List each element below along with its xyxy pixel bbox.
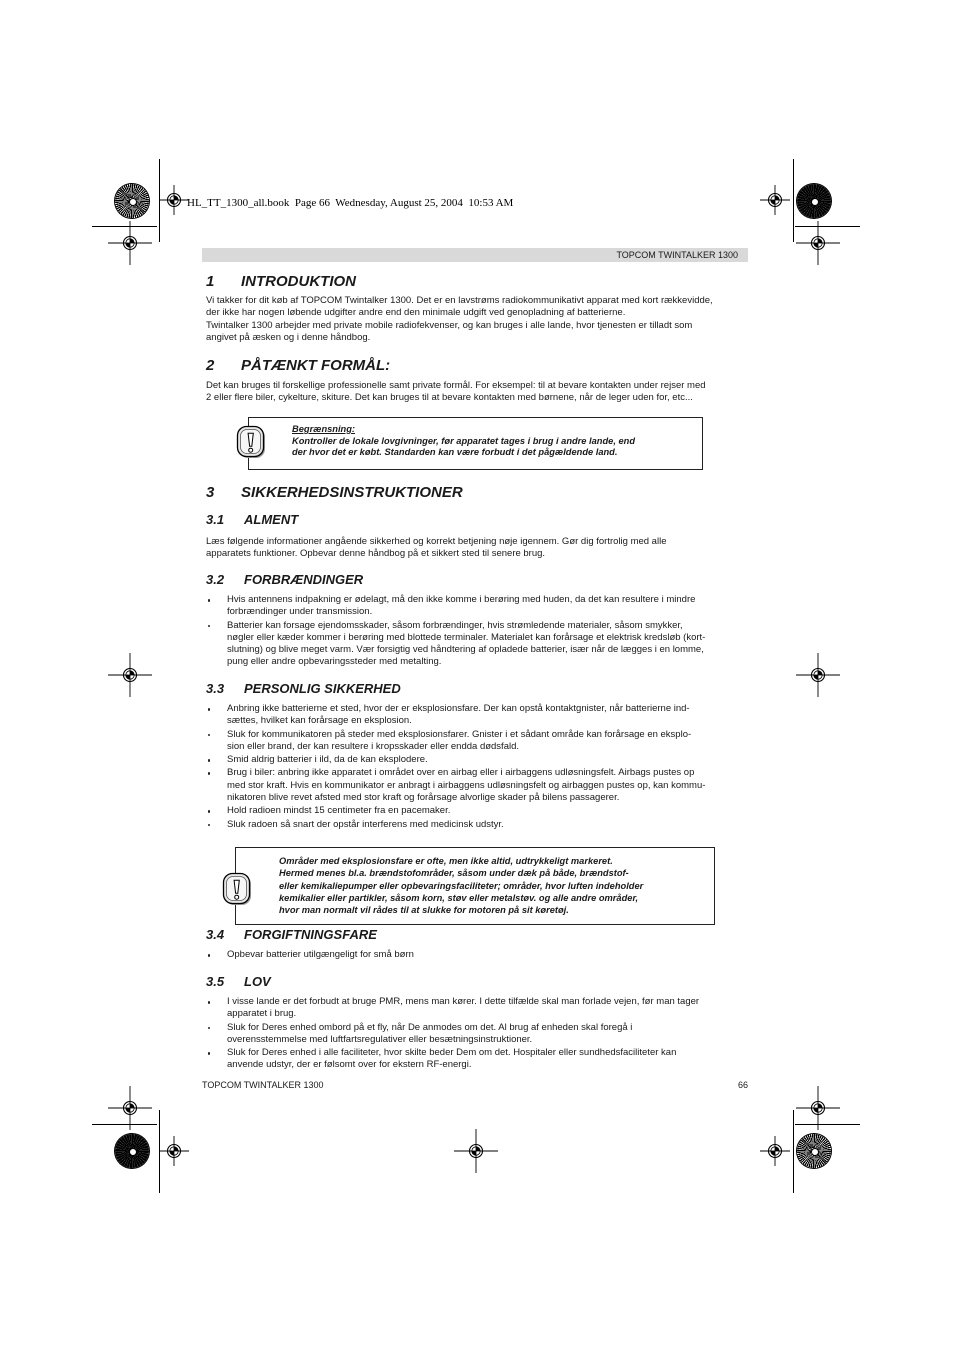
text-line: Hold radioen mindst 15 centimeter fra en pacemaker.: [227, 805, 451, 817]
registration-mark-icon: [796, 221, 840, 265]
warning-icon: [222, 872, 252, 906]
text-line: nikatoren blive revet afsted med stor kraft og forårsage alvorlige skader på bilens passagerer.: [227, 792, 620, 804]
crop-mark-line: [793, 159, 794, 242]
color-calibration-target-icon: [115, 184, 149, 218]
text-line: Smid aldrig batterier i ild, da de kan eksplodere.: [227, 754, 428, 766]
text-line: Hermed menes bl.a. brændstofområder, såsom under dæk på både, brændstof-: [279, 868, 629, 879]
registration-mark-icon: [796, 1086, 840, 1130]
text-line: der hvor det er købt. Standarden kan være forbudt i det pågældende land.: [292, 447, 618, 458]
text-line: hvor man normalt vil rådes til at slukke for motoren på sit køretøj.: [279, 905, 569, 915]
purpose-paragraph: [206, 380, 706, 405]
registration-mark-icon: [108, 653, 152, 697]
section-heading: [206, 484, 463, 502]
text-line: sion eller brand, der kan resultere i kropsskader eller endda dødsfald.: [227, 740, 520, 752]
text-line: der ikke har nogen løbende udgifter andre end den minimale udgift ved genopladning af batterierne.: [206, 307, 626, 319]
list-item: [206, 1022, 699, 1047]
text-line: med stor kraft. Hvis en kommunikator er anbragt i airbaggens udløsningsfelt og airbaggen pustes op, kan kommu-: [227, 779, 706, 791]
text-line: Twintalker 1300 arbejder med private mobile radiofekvenser, og kan bruges i alle lande, hvor tjenesten er tilladt som: [206, 319, 693, 331]
registration-mark-icon: [760, 185, 790, 215]
text-line: angivet på æsken og i denne håndbog.: [206, 331, 371, 343]
list-item: [206, 805, 705, 817]
poison-bullet-list: [206, 949, 414, 961]
section-title: PÅTÆNKT FORMÅL:: [241, 357, 391, 374]
subsection-heading: [206, 572, 363, 588]
registration-mark-icon: [796, 653, 840, 697]
text-line: Brug i biler: anbring ikke apparatet i området over en airbag eller i airbaggens udløsningsfelt. Airbags pustes op: [227, 767, 695, 779]
section-title: SIKKERHEDSINSTRUKTIONER: [241, 484, 463, 501]
text-line: anvende udstyr, der er følsomt over for ekstern RF-energi.: [227, 1059, 472, 1071]
personal-safety-bullet-list: [206, 703, 705, 831]
registration-mark-icon: [159, 1136, 189, 1166]
text-line: pung eller andre opbevaringssteder med metalting.: [227, 656, 442, 668]
list-item: [206, 594, 705, 619]
subsection-number: 3.2: [206, 572, 225, 587]
subsection-heading: [206, 681, 401, 697]
text-line: Områder med eksplosionsfare er ofte, men ikke altid, udtrykkeligt markeret.: [279, 856, 613, 866]
color-calibration-target-icon: [115, 1134, 149, 1168]
text-line: Sluk for kommunikatoren på steder med eksplosionsfarer. Gnister i et sådant område kan forårsage en eksplo-: [227, 728, 692, 740]
note-label: Begrænsning:: [292, 424, 356, 434]
explosion-note-box: [235, 847, 715, 925]
running-header: [202, 248, 748, 262]
registration-mark-icon: [108, 1086, 152, 1130]
note-text: [292, 424, 635, 459]
law-bullet-list: [206, 996, 699, 1072]
list-item: [206, 754, 705, 766]
list-item: [206, 729, 705, 754]
color-calibration-target-icon: [797, 184, 831, 218]
text-line: Læs følgende informationer angående sikkerhed og korrekt betjening nøje igennem. Gør dig fortrolig med alle: [206, 536, 667, 547]
text-line: nøgler eller kæder kommer i berøring med blottede terminaler. Materialet kan forårsage et elektrisk kredsløb (kort-: [227, 631, 706, 643]
registration-mark-icon: [159, 185, 189, 215]
text-line: Sluk for Deres enhed i alle faciliteter, hvor skilte beder Dem om det. Hospitaler eller sundhedsfaciliteter kan: [227, 1047, 677, 1059]
text-line: sættes, hvilket kan forårsage en eksplosion.: [227, 715, 412, 727]
section-heading: [206, 357, 390, 375]
list-item: [206, 767, 705, 804]
text-line: Kontroller de lokale lovgivninger, før apparatet tages i brug i andre lande, end: [292, 435, 636, 446]
list-item: [206, 1047, 699, 1072]
footer-title: TOPCOM TWINTALKER 1300: [202, 1080, 324, 1090]
section-title: INTRODUKTION: [241, 273, 356, 290]
subsection-number: 3.3: [206, 681, 225, 696]
text-line: eller kemikaliepumper eller opbevaringsfaciliteter; områder, hvor luften indeholder: [279, 880, 644, 891]
registration-mark-icon: [454, 1129, 498, 1173]
text-line: Anbring ikke batterierne et sted, hvor der er eksplosionsfare. Der kan opstå kontaktgnister, når batterierne ind-: [227, 703, 690, 714]
text-line: Sluk for Deres enhed ombord på et fly, når De anmodes om det. Al brug af enheden skal foregå i: [227, 1021, 633, 1033]
section-number: 2: [206, 357, 215, 374]
subsection-heading: [206, 927, 377, 943]
subsection-number: 3.4: [206, 927, 225, 942]
text-line: Opbevar batterier utilgængeligt for små børn: [227, 949, 414, 960]
crop-mark-line: [793, 1110, 794, 1193]
registration-mark-icon: [108, 221, 152, 265]
text-line: Det kan bruges til forskellige professionelle samt private formål. For eksempel: til at bevare kontakten under rejser med: [206, 380, 706, 391]
text-line: Hvis antennens indpakning er ødelagt, må den ikke komme i berøring med huden, da det kan resultere i mindre: [227, 594, 696, 605]
text-line: slutning) og blive meget varm. Vær forsigtig ved håndtering af opladede batterier, især når de lægges i en lomme,: [227, 644, 704, 656]
text-line: Sluk radoen så snart der opstår interferens med medicinsk udstyr.: [227, 818, 504, 830]
restriction-note-box: [248, 417, 703, 470]
text-line: kemikalier eller partikler, såsom korn, støv eller metalstøv. og alle andre områder,: [279, 892, 639, 903]
list-item: [206, 949, 414, 961]
burns-bullet-list: [206, 594, 705, 669]
text-line: I visse lande er det forbudt at bruge PMR, mens man kører. I dette tilfælde skal man forlade vejen, før man tager: [227, 996, 700, 1007]
subsection-title: FORGIFTNINGSFARE: [244, 927, 377, 942]
subsection-title: FORBRÆNDINGER: [244, 572, 364, 587]
list-item: [206, 703, 705, 728]
text-line: Vi takker for dit køb af TOPCOM Twintalker 1300. Det er en lavstrøms radiokommunikativt apparat med kort rækkevidde,: [206, 295, 713, 306]
subsection-title: PERSONLIG SIKKERHED: [244, 681, 401, 696]
subsection-title: ALMENT: [244, 512, 299, 527]
list-item: [206, 620, 705, 669]
subsection-title: LOV: [244, 974, 271, 989]
list-item: [206, 819, 705, 831]
section-number: 3: [206, 484, 215, 501]
text-line: apparatet i brug.: [227, 1008, 297, 1020]
color-calibration-target-icon: [797, 1134, 831, 1168]
subsection-heading: [206, 974, 271, 990]
text-line: forbrændinger under transmission.: [227, 606, 373, 618]
running-header-title: TOPCOM TWINTALKER 1300: [616, 250, 738, 260]
page-footer: [202, 1079, 748, 1091]
note-text: [279, 855, 643, 916]
text-line: 2 eller flere biler, cykelture, skiture. Det kan bruges til at bevare kontakten med børnene, når de leger uden for, etc...: [206, 392, 693, 404]
subsection-number: 3.5: [206, 974, 225, 989]
subsection-heading: [206, 512, 298, 528]
intro-paragraph: [206, 295, 713, 344]
text-line: Batterier kan forsage ejendomsskader, såsom forbrændinger, hvis strømledende materialer, såsom smykker,: [227, 619, 683, 631]
general-paragraph: [206, 536, 666, 561]
print-header: HL_TT_1300_all.book Page 66 Wednesday, August 25, 2004 10:53 AM: [187, 197, 514, 209]
warning-icon: [236, 425, 266, 459]
registration-mark-icon: [760, 1136, 790, 1166]
section-number: 1: [206, 273, 215, 290]
list-item: [206, 996, 699, 1021]
text-line: overensstemmelse med luftfartsregulativer eller besætningsinstruktioner.: [227, 1033, 533, 1045]
text-line: apparatets funktioner. Opbevar denne håndbog på et sikkert sted til senere brug.: [206, 548, 546, 560]
section-heading: [206, 273, 356, 291]
subsection-number: 3.1: [206, 512, 225, 527]
page-number: 66: [737, 1080, 748, 1090]
